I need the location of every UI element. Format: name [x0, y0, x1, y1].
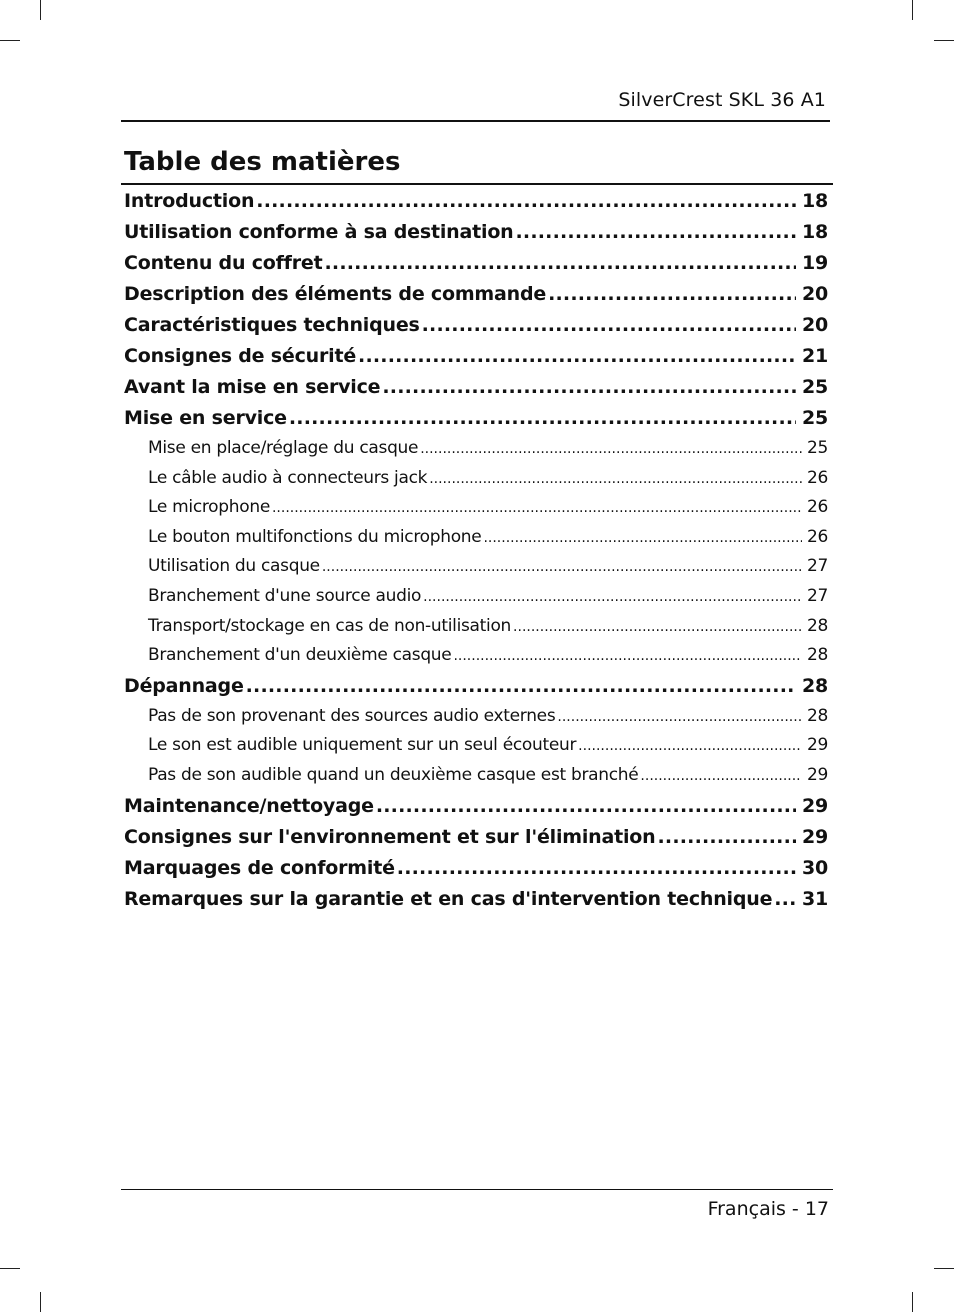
dot-leader	[774, 884, 796, 915]
toc-entry-label: Consignes de sécurité	[124, 345, 357, 367]
toc-entry-label: Introduction	[124, 190, 255, 212]
toc-entry-label: Branchement d'un deuxième casque	[148, 645, 452, 666]
toc-entry[interactable]	[124, 791, 828, 822]
crop-mark	[0, 1268, 20, 1269]
footer-divider	[121, 1189, 833, 1190]
toc-entry[interactable]	[124, 217, 828, 248]
toc-title: Table des matières	[124, 147, 401, 177]
crop-mark	[40, 0, 41, 20]
toc-entry[interactable]	[124, 248, 828, 279]
toc-entry[interactable]	[124, 884, 828, 915]
toc-entry-label: Pas de son provenant des sources audio externes	[148, 705, 556, 726]
toc-entry-label: Transport/stockage en cas de non-utilisation	[148, 615, 512, 636]
toc-entry[interactable]	[124, 822, 828, 853]
toc-entry-label: Maintenance/nettoyage	[124, 794, 374, 817]
toc-entry-label: Le microphone	[148, 497, 270, 518]
toc-subentry[interactable]	[124, 434, 828, 464]
dot-leader	[289, 403, 796, 434]
header-divider	[121, 120, 830, 122]
toc-entry-label: Branchement d'une source audio	[148, 585, 422, 606]
toc-entry-page: 29	[806, 764, 828, 785]
toc-entry-label: Le câble audio à connecteurs jack	[148, 467, 428, 488]
toc-subentry[interactable]	[124, 493, 828, 523]
toc-entry-label: Marquages de conformité	[124, 856, 395, 879]
toc-entry-page: 18	[801, 190, 828, 212]
toc-entry-page: 20	[801, 283, 828, 305]
toc-subentry[interactable]	[124, 761, 828, 791]
toc-entry[interactable]	[124, 279, 828, 310]
toc-entry[interactable]	[124, 403, 828, 434]
dot-leader	[420, 435, 802, 465]
crop-mark	[0, 40, 20, 41]
dot-leader	[382, 372, 796, 403]
toc-entry-label: Mise en service	[124, 407, 287, 429]
toc-entry-page: 25	[801, 376, 828, 398]
toc-subentry[interactable]	[124, 731, 828, 761]
toc-entry-label: Mise en place/réglage du casque	[148, 438, 419, 458]
toc-title-divider	[121, 183, 833, 185]
toc-entry-label: Le bouton multifonctions du microphone	[148, 526, 482, 547]
toc-subentry[interactable]	[124, 641, 828, 671]
toc-entry-page: 25	[806, 438, 828, 458]
crop-mark	[934, 40, 954, 41]
toc-entry-label: Caractéristiques techniques	[124, 314, 420, 336]
toc-entry-page: 19	[801, 252, 828, 274]
dot-leader	[640, 762, 802, 792]
toc-entry-page: 20	[801, 314, 828, 336]
toc-subentry[interactable]	[124, 702, 828, 732]
toc-entry-label: Consignes sur l'environnement et sur l'élimination	[124, 825, 656, 848]
dot-leader	[376, 791, 796, 822]
toc-entry-page: 28	[801, 674, 828, 697]
toc-entry-page: 28	[806, 615, 828, 636]
toc-entry[interactable]	[124, 372, 828, 403]
toc-entry-label: Dépannage	[124, 674, 244, 697]
dot-leader	[256, 186, 796, 217]
toc-entry[interactable]	[124, 853, 828, 884]
dot-leader	[453, 642, 802, 672]
dot-leader	[513, 613, 802, 643]
crop-mark	[40, 1292, 41, 1312]
toc-entry-label: Utilisation du casque	[148, 556, 320, 577]
toc-entry-page: 29	[806, 735, 828, 756]
toc-entry-label: Avant la mise en service	[124, 376, 381, 398]
dot-leader	[272, 494, 802, 524]
toc-entry-page: 29	[801, 825, 828, 848]
toc-entry-page: 25	[801, 407, 828, 429]
footer-page-number: Français - 17	[707, 1198, 829, 1220]
header-product-name: SilverCrest SKL 36 A1	[618, 89, 826, 111]
toc-entry-page: 30	[801, 856, 828, 879]
crop-mark	[912, 0, 913, 20]
toc-entry-page: 27	[806, 585, 828, 606]
toc-subentry[interactable]	[124, 464, 828, 494]
toc-entry-page: 27	[806, 556, 828, 577]
toc-entry-label: Pas de son audible quand un deuxième casque est branché	[148, 764, 639, 785]
crop-mark	[912, 1292, 913, 1312]
toc-entry-page: 26	[806, 497, 828, 518]
toc-entry-page: 21	[801, 345, 828, 367]
toc-entry-label: Contenu du coffret	[124, 252, 323, 274]
toc-subentry[interactable]	[124, 612, 828, 642]
toc-subentry[interactable]	[124, 582, 828, 612]
dot-leader	[422, 310, 796, 341]
toc-entry-page: 18	[801, 221, 828, 243]
crop-mark	[934, 1268, 954, 1269]
dot-leader	[397, 853, 796, 884]
dot-leader	[548, 279, 796, 310]
dot-leader	[322, 553, 802, 583]
toc-entry-label: Remarques sur la garantie et en cas d'intervention technique	[124, 887, 773, 910]
dot-leader	[423, 583, 802, 613]
dot-leader	[358, 341, 796, 372]
toc-entry[interactable]	[124, 671, 828, 702]
toc-entry-page: 26	[806, 526, 828, 547]
dot-leader	[557, 703, 802, 733]
dot-leader	[246, 671, 796, 702]
toc-entry-page: 28	[806, 705, 828, 726]
dot-leader	[325, 248, 797, 279]
toc-entry-page: 26	[806, 467, 828, 488]
toc-entry-label: Le son est audible uniquement sur un seul écouteur	[148, 735, 577, 756]
toc-entry-label: Utilisation conforme à sa destination	[124, 221, 514, 243]
toc-entry[interactable]	[124, 341, 828, 372]
toc-entry-page: 31	[801, 887, 828, 910]
toc-entry-page: 29	[801, 794, 828, 817]
toc-entry-page: 28	[806, 645, 828, 666]
dot-leader	[578, 732, 802, 762]
dot-leader	[658, 822, 797, 853]
dot-leader	[516, 217, 797, 248]
toc-entry[interactable]	[124, 310, 828, 341]
toc-subentry[interactable]	[124, 552, 828, 582]
toc-subentry[interactable]	[124, 523, 828, 553]
dot-leader	[483, 524, 802, 554]
toc-entry[interactable]	[124, 186, 828, 217]
toc-entry-label: Description des éléments de commande	[124, 283, 547, 305]
table-of-contents	[124, 186, 828, 915]
dot-leader	[429, 465, 802, 495]
